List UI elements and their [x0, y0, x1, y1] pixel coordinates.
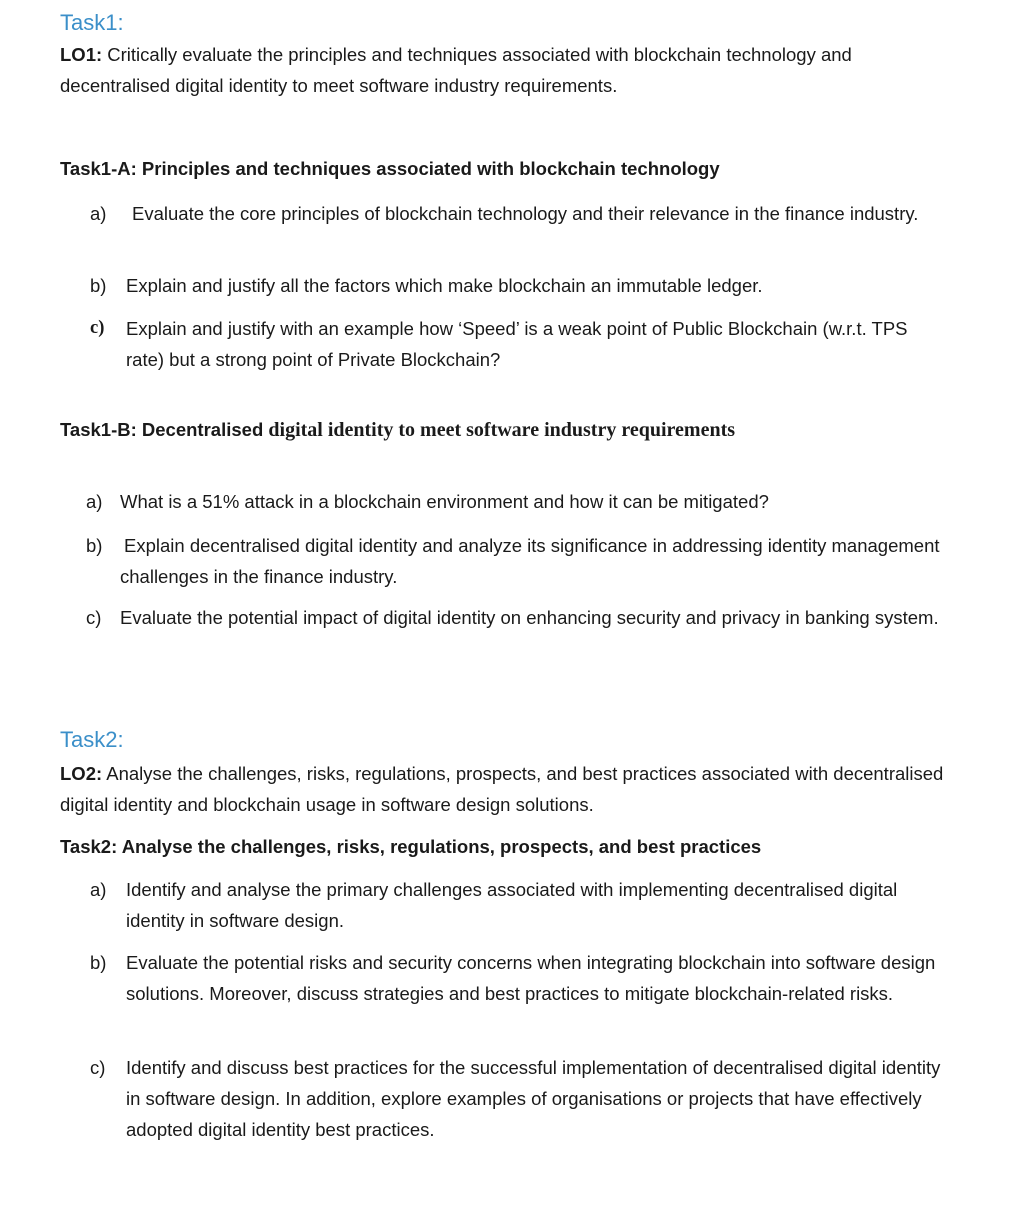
- list-item-text: Identify and analyse the primary challenges associated with implementing decentralised digital identity in software design.: [126, 879, 898, 931]
- list-item-text: Explain and justify with an example how ‘Speed’ is a weak point of Public Blockchain (w.r.t. TPS rate) but a strong point of Private Blockchain?: [126, 318, 908, 370]
- task2-section-title: Task2: Analyse the challenges, risks, regulations, prospects, and best practices: [60, 836, 762, 857]
- list-item-text: Evaluate the potential impact of digital identity on enhancing security and privacy in banking system.: [120, 607, 939, 628]
- task1a-item-a: [90, 198, 950, 229]
- list-marker: a): [90, 203, 107, 224]
- list-marker: a): [86, 491, 103, 512]
- lo2-paragraph: [60, 758, 960, 820]
- task1b-item-c: [86, 602, 946, 633]
- list-marker: c): [90, 1057, 106, 1078]
- list-item-text: Explain and justify all the factors which make blockchain an immutable ledger.: [126, 275, 763, 296]
- lo1-paragraph: [60, 39, 960, 101]
- task1b-title-prefix: Task1-B: Decentralised: [60, 419, 269, 440]
- lo2-text: Analyse the challenges, risks, regulations, prospects, and best practices associated with decentralised digital identity and blockchain usage in software design solutions.: [60, 763, 944, 815]
- task2-item-c: [90, 1052, 950, 1145]
- lo2-label: LO2:: [60, 763, 103, 784]
- task1b-item-a: [86, 486, 946, 517]
- list-marker: c): [90, 318, 105, 338]
- task1b-item-b: [86, 530, 946, 592]
- list-item-text: Explain decentralised digital identity and analyze its significance in addressing identity management challenges in the finance industry.: [120, 535, 940, 587]
- task2-item-a: [90, 874, 950, 936]
- task2-heading: Task2:: [60, 727, 124, 752]
- list-item-text: Evaluate the core principles of blockchain technology and their relevance in the finance industry.: [132, 203, 919, 224]
- task1b-title: [60, 419, 735, 442]
- list-marker: b): [86, 535, 103, 556]
- lo1-label: LO1:: [60, 44, 103, 65]
- task1-heading: Task1:: [60, 10, 124, 35]
- task1a-item-c: [90, 313, 950, 375]
- list-item-text: Identify and discuss best practices for the successful implementation of decentralised digital identity in software design. In addition, explore examples of organisations or projects that have effectively adopted digital identity best practices.: [126, 1057, 941, 1140]
- list-marker: b): [90, 952, 107, 973]
- task2-item-b: [90, 947, 950, 1009]
- task1b-title-rest: digital identity to meet software industry requirements: [268, 419, 736, 441]
- task1a-item-b: [90, 270, 950, 301]
- lo1-text: Critically evaluate the principles and techniques associated with blockchain technology and decentralised digital identity to meet software industry requirements.: [60, 44, 852, 96]
- task1a-title: Task1-A: Principles and techniques associated with blockchain technology: [60, 158, 720, 179]
- list-marker: a): [90, 879, 107, 900]
- list-item-text: What is a 51% attack in a blockchain environment and how it can be mitigated?: [120, 491, 769, 512]
- list-item-text: Evaluate the potential risks and security concerns when integrating blockchain into software design solutions. Moreover, discuss strategies and best practices to mitigate blockchain-related risks.: [126, 952, 936, 1004]
- list-marker: c): [86, 607, 102, 628]
- list-marker: b): [90, 275, 107, 296]
